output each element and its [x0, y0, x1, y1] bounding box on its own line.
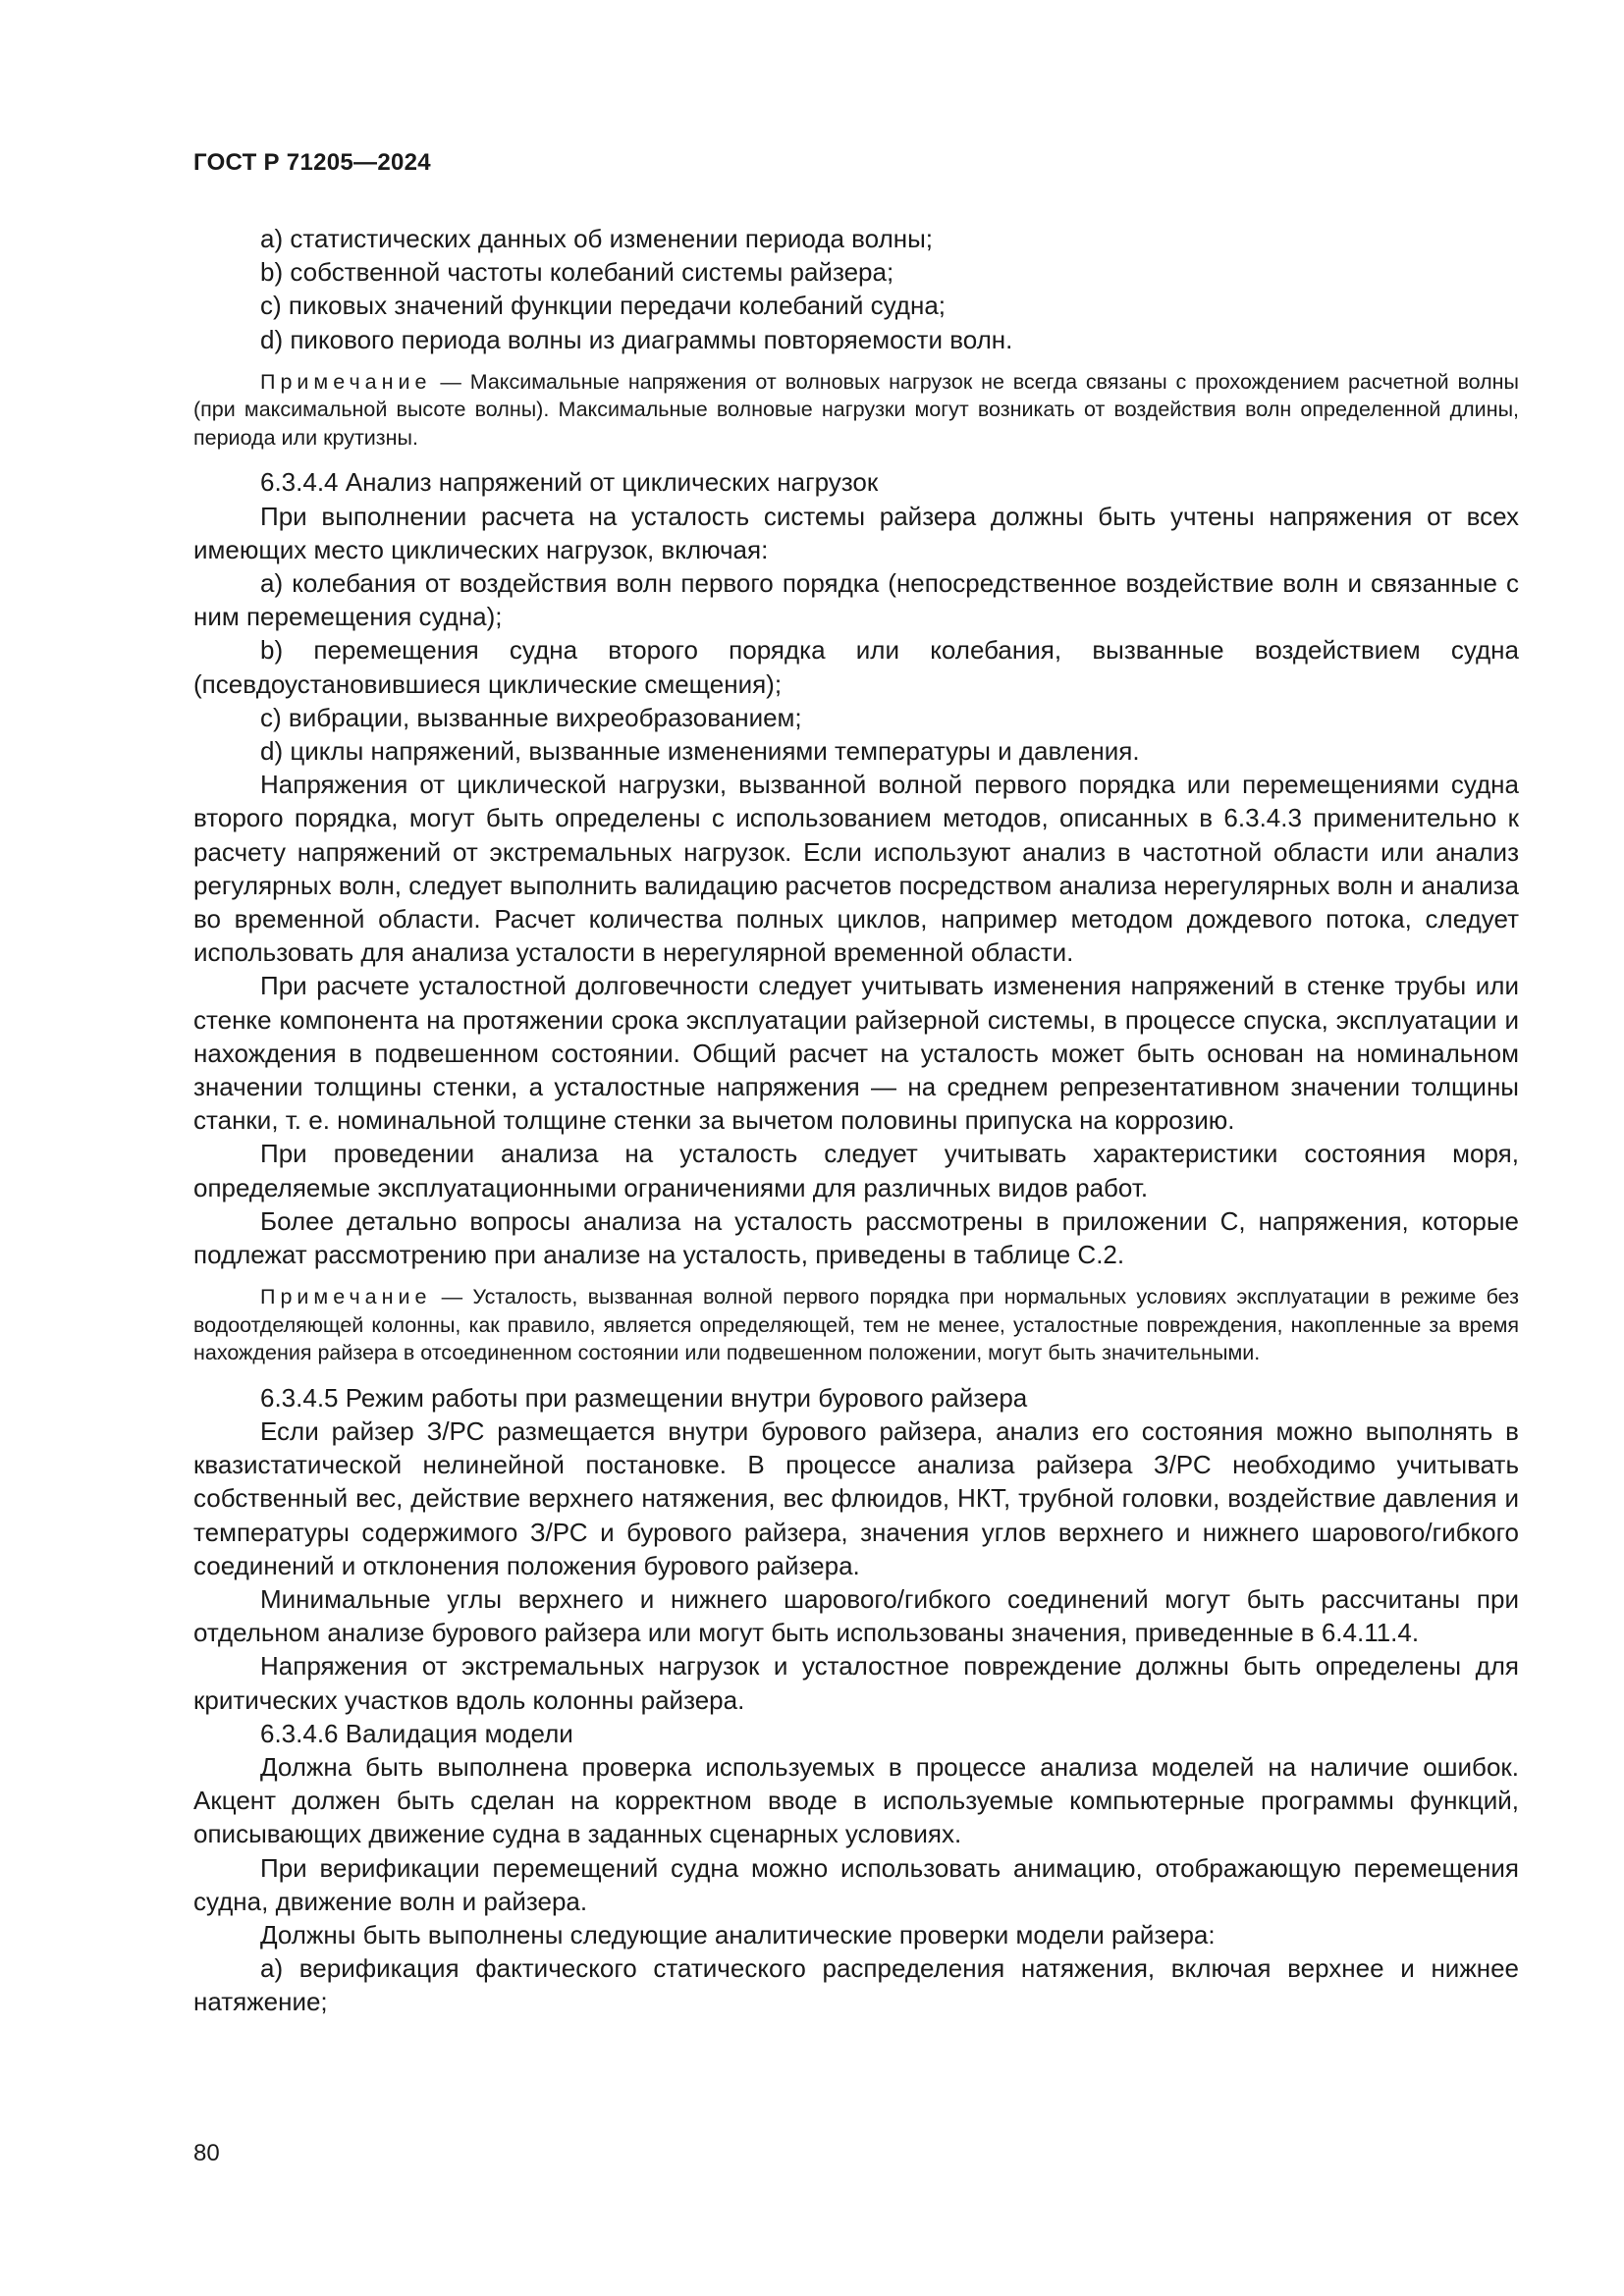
list-item-a: a) верификация фактического статического распределения натяжения, включая верхнее и нижнее натяжение; — [193, 1953, 1519, 2017]
list-item-a: a) колебания от воздействия волн первого порядка (непосредственное воздействие волн и связанные с ним перемещения судна); — [193, 567, 1519, 632]
paragraph: Если райзер З/РС размещается внутри бурового райзера, анализ его состояния можно выполнять в квазистатической нелинейной постановке. В процессе анализа райзера З/РС необходимо учитывать собственный вес, действие верхнего натяжения, вес флюидов, НКТ, трубной головки, воздействие давления и температуры содержимого З/РС и бурового райзера, значения углов верхнего и нижнего шарового/гибкого соединений и отклонения положения бурового райзера. — [193, 1415, 1519, 1580]
note-block — [193, 1283, 1519, 1367]
note-label: Примечание — [260, 1285, 432, 1309]
section-title: 6.3.4.6 Валидация модели — [260, 1718, 573, 1748]
section-title: 6.3.4.4 Анализ напряжений от циклических нагрузок — [260, 467, 879, 498]
paragraph: При выполнении расчета на усталость системы райзера должны быть учтены напряжения от всех имеющих место циклических нагрузок, включая: — [193, 501, 1519, 564]
list-item-b: b) перемещения судна второго порядка или колебания, вызванные воздействием судна (псевдоустановившиеся циклические смещения); — [193, 635, 1519, 699]
paragraph: При расчете усталостной долговечности следует учитывать изменения напряжений в стенке трубы или стенке компонента на протяжении срока эксплуатации райзерной системы, в процессе спуска, эксплуатации и нахождения в подвешенном состоянии. Общий расчет на усталость может быть основан на номинальном значении толщины стенки, а усталостные напряжения — на среднем репрезентативном значении толщины станки, т. е. номинальной толщине стенки за вычетом половины припуска на коррозию. — [193, 971, 1519, 1136]
note-text: Максимальные напряжения от волновых нагрузок не всегда связаны с прохождением расчетной волны (при максимальной высоте волны). Максимальные волновые нагрузки могут возникать от воздействия волн определенной длины, периода или крутизны. — [193, 369, 1519, 450]
list-item-b: b) собственной частоты колебаний системы райзера; — [260, 257, 894, 288]
paragraph: Должны быть выполнены следующие аналитические проверки модели райзера: — [260, 1919, 1216, 1949]
note-text: Усталость, вызванная волной первого порядка при нормальных условиях эксплуатации в режиме без водоотделяющей колонны, как правило, является определяющей, тем не менее, усталостные повреждения, накопленные за время нахождения райзера в отсоединенном состоянии или подвешенном положении, могут быть значительными. — [193, 1285, 1519, 1365]
document-body — [193, 222, 1519, 2019]
paragraph: При верификации перемещений судна можно использовать анимацию, отображающую перемещения судна, движение волн и райзера. — [193, 1852, 1519, 1916]
list-item-a: a) статистических данных об изменении периода волны; — [260, 224, 934, 253]
list-item-c: c) пиковых значений функции передачи колебаний судна; — [260, 291, 947, 321]
paragraph: Минимальные углы верхнего и нижнего шарового/гибкого соединений могут быть рассчитаны при отдельном анализе бурового райзера или могут быть использованы значения, приведенные в 6.4.11.4. — [193, 1583, 1519, 1648]
page-number: 80 — [193, 2140, 220, 2166]
paragraph: Более детально вопросы анализа на усталость рассмотрены в приложении С, напряжения, которые подлежат рассмотрению при анализе на усталость, приведены в таблице С.2. — [193, 1205, 1519, 1269]
paragraph: Напряжения от экстремальных нагрузок и усталостное повреждение должны быть определены для критических участков вдоль колонны райзера. — [193, 1651, 1519, 1715]
note-dash: — — [431, 369, 470, 394]
paragraph: При проведении анализа на усталость следует учитывать характеристики состояния моря, определяемые эксплуатационными ограничениями для различных видов работ. — [193, 1139, 1519, 1202]
note-block — [193, 368, 1519, 453]
list-item-d: d) циклы напряжений, вызванные изменениями температуры и давления. — [260, 735, 1140, 766]
section-title: 6.3.4.5 Режим работы при размещении внутри бурового райзера — [260, 1382, 1028, 1413]
note-dash: — — [431, 1285, 473, 1309]
note-label: Примечание — [260, 369, 432, 394]
paragraph: Должна быть выполнена проверка используемых в процессе анализа моделей на наличие ошибок. Акцент должен быть сделан на корректном вводе в используемые компьютерные программы функций, описывающих движение судна в заданных сценарных условиях. — [193, 1751, 1519, 1849]
paragraph: Напряжения от циклической нагрузки, вызванной волной первого порядка или перемещениями судна второго порядка, могут быть определены с использованием методов, описанных в 6.3.4.3 применительно к расчету напряжений от экстремальных нагрузок. Если используют анализ в частотной области или анализ регулярных волн, следует выполнить валидацию расчетов посредством анализа нерегулярных волн и анализа во временной области. Расчет количества полных циклов, например методом дождевого потока, следует использовать для анализа усталости в нерегулярной временной области. — [193, 770, 1519, 968]
list-item-d: d) пикового периода волны из диаграммы повторяемости волн. — [260, 324, 1013, 354]
standard-header: ГОСТ Р 71205—2024 — [193, 149, 431, 176]
list-item-c: c) вибрации, вызванные вихреобразованием; — [260, 702, 802, 732]
